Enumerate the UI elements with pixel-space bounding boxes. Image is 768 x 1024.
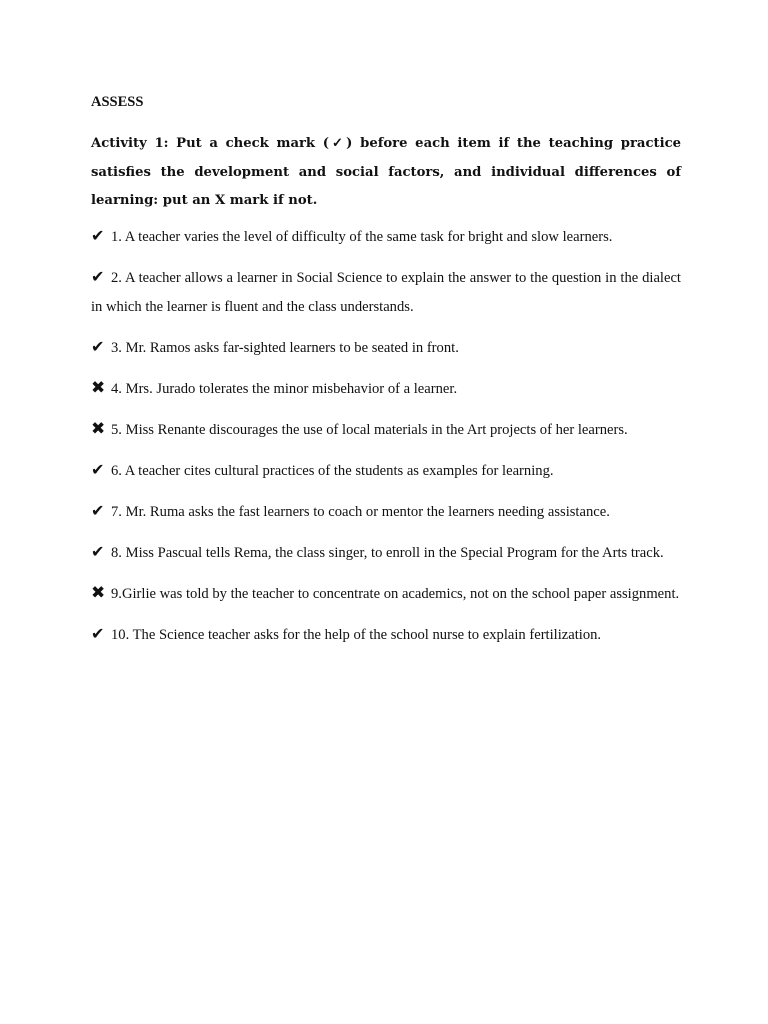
- item-text: 5. Miss Renante discourages the use of local materials in the Art projects of her learners.: [111, 421, 628, 438]
- x-mark-icon: ✖: [91, 582, 106, 603]
- list-item: [91, 621, 681, 650]
- item-text: 7. Mr. Ruma asks the fast learners to coach or mentor the learners needing assistance.: [111, 503, 610, 520]
- item-list: [91, 223, 681, 650]
- list-item: [91, 223, 681, 252]
- list-item: [91, 457, 681, 486]
- item-text: 4. Mrs. Jurado tolerates the minor misbehavior of a learner.: [111, 380, 458, 397]
- section-heading: ASSESS: [91, 94, 144, 110]
- activity-instruction: Activity 1: Put a check mark (✓) before each item if the teaching practice satisfies the development and social factors, and individual differences of learning: put an X mark if not.: [91, 136, 681, 208]
- item-text: 1. A teacher varies the level of difficulty of the same task for bright and slow learners.: [111, 228, 613, 245]
- list-item: [91, 416, 681, 445]
- check-mark-icon: ✔: [91, 623, 105, 643]
- document-page: [91, 92, 681, 662]
- item-text: 10. The Science teacher asks for the help of the school nurse to explain fertilization.: [111, 626, 602, 643]
- check-mark-icon: ✔: [91, 225, 105, 245]
- x-mark-icon: ✖: [91, 377, 106, 398]
- item-text: 8. Miss Pascual tells Rema, the class singer, to enroll in the Special Program for the Arts track.: [111, 544, 664, 561]
- list-item: [91, 334, 681, 363]
- list-item: [91, 580, 681, 609]
- item-text: 6. A teacher cites cultural practices of the students as examples for learning.: [111, 462, 554, 479]
- list-item: [91, 375, 681, 404]
- item-text: 2. A teacher allows a learner in Social Science to explain the answer to the question in the dialect in which the learner is fluent and the class understands.: [91, 269, 681, 315]
- check-mark-icon: ✔: [91, 459, 105, 479]
- x-mark-icon: ✖: [91, 418, 106, 439]
- check-mark-icon: ✔: [91, 266, 105, 286]
- check-mark-icon: ✔: [91, 541, 105, 561]
- list-item: [91, 539, 681, 568]
- item-text: 9.Girlie was told by the teacher to concentrate on academics, not on the school paper assignment.: [111, 585, 680, 602]
- list-item: [91, 264, 681, 322]
- item-text: 3. Mr. Ramos asks far-sighted learners to be seated in front.: [111, 339, 459, 356]
- check-mark-icon: ✔: [91, 336, 105, 356]
- list-item: [91, 498, 681, 527]
- check-mark-icon: ✔: [91, 500, 105, 520]
